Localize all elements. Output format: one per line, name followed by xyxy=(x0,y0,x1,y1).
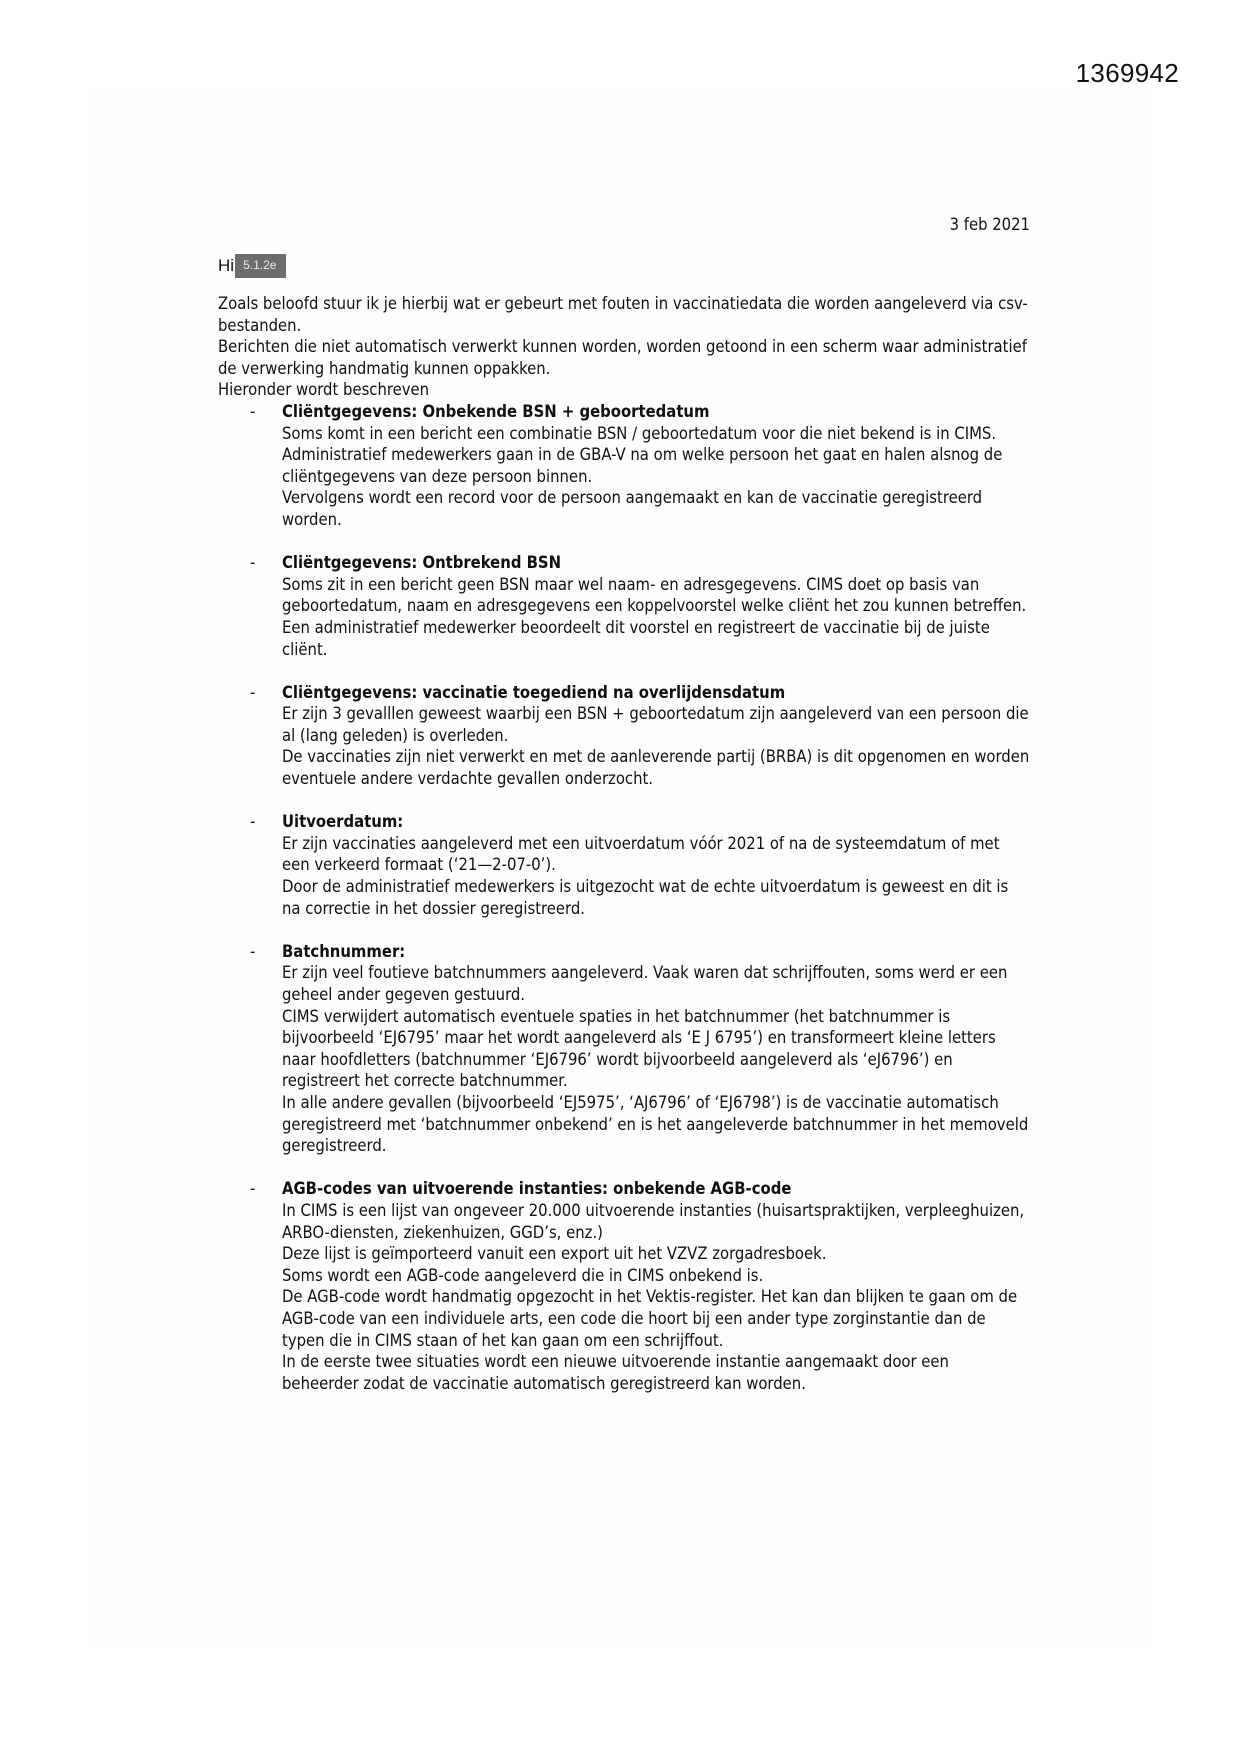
list-item-agb-code xyxy=(218,1178,1030,1394)
dash-bullet-icon: - xyxy=(250,812,256,832)
intro-paragraph: Hieronder wordt beschreven xyxy=(218,380,430,400)
dash-bullet-icon: - xyxy=(250,941,256,961)
intro-paragraph: Zoals beloofd stuur ik je hierbij wat er gebeurt met fouten in vaccinatiedata die worden aangeleverd via csv-bestanden. xyxy=(218,294,1028,335)
item-title: Batchnummer: xyxy=(282,941,406,961)
list-item-unknown-bsn xyxy=(218,401,1030,531)
document-number: 1369942 xyxy=(1075,58,1179,88)
item-text: Er zijn vaccinaties aangeleverd met een uitvoerdatum vóór 2021 of na de systeemdatum of met een verkeerd formaat (‘21—2-07-0’). xyxy=(282,833,1000,875)
intro-paragraph: Berichten die niet automatisch verwerkt kunnen worden, worden getoond in een scherm waar administratief de verwerking handmatig kunnen oppakken. xyxy=(218,337,1027,378)
item-text: Soms komt in een bericht een combinatie BSN / geboortedatum voor die niet bekend is in CIMS. Administratief medewerkers gaan in de GBA-V na om welke persoon het gaat en halen alsnog de cliëntgegevens van deze persoon binnen. xyxy=(282,423,1003,486)
list-item-batch-number xyxy=(218,941,1030,1157)
item-title: Cliëntgegevens: Ontbrekend BSN xyxy=(282,553,562,573)
item-text: In de eerste twee situaties wordt een nieuwe uitvoerende instantie aangemaakt door een beheerder zodat de vaccinatie automatisch geregistreerd kan worden. xyxy=(282,1352,949,1393)
salutation: Hi xyxy=(218,256,235,276)
dash-bullet-icon: - xyxy=(250,1179,256,1199)
item-text: Deze lijst is geïmporteerd vanuit een export uit het VZVZ zorgadresboek. xyxy=(282,1244,827,1264)
error-type-list xyxy=(218,401,1030,1394)
letter-body xyxy=(218,214,1030,1416)
redaction-box: 5.1.2e xyxy=(235,254,286,278)
item-text: Soms zit in een bericht geen BSN maar wel naam- en adresgegevens. CIMS doet op basis van geboortedatum, naam en adresgegevens een koppelvoorstel welke cliënt het zou kunnen betreffen. xyxy=(282,574,1027,616)
letter-date: 3 feb 2021 xyxy=(949,215,1030,234)
item-title: Cliëntgegevens: Onbekende BSN + geboortedatum xyxy=(282,401,710,421)
item-text: Een administratief medewerker beoordeelt dit voorstel en registreert de vaccinatie bij de juiste cliënt. xyxy=(282,617,990,659)
list-item-missing-bsn xyxy=(218,552,1030,660)
item-text: Er zijn 3 gevalllen geweest waarbij een BSN + geboortedatum zijn aangeleverd van een persoon die al (lang geleden) is overleden. xyxy=(282,704,1029,745)
item-text: Vervolgens wordt een record voor de persoon aangemaakt en kan de vaccinatie geregistreerd worden. xyxy=(282,488,983,529)
item-title: Uitvoerdatum: xyxy=(282,812,404,832)
item-title: AGB-codes van uitvoerende instanties: onbekende AGB-code xyxy=(282,1179,792,1199)
intro xyxy=(218,293,1030,401)
item-text: Soms wordt een AGB-code aangeleverd die in CIMS onbekend is. xyxy=(282,1265,764,1285)
list-item-execution-date xyxy=(218,811,1030,919)
item-text: Er zijn veel foutieve batchnummers aangeleverd. Vaak waren dat schrijffouten, soms werd er een geheel ander gegeven gestuurd. xyxy=(282,963,1008,1004)
item-text: Door de administratief medewerkers is uitgezocht wat de echte uitvoerdatum is geweest en dit is na correctie in het dossier geregistreerd. xyxy=(282,877,1009,918)
item-text: In CIMS is een lijst van ongeveer 20.000 uitvoerende instanties (huisartspraktijken, verpleeghuizen, ARBO-diensten, ziekenhuizen, GGD’s, enz.) xyxy=(282,1200,1025,1242)
item-text: De AGB-code wordt handmatig opgezocht in het Vektis-register. Het kan dan blijken te gaan om de AGB-code van een individuele arts, een code die hoort bij een ander type zorginstantie dan de typen die in CIMS staan of het kan gaan om een schrijffout. xyxy=(282,1287,1018,1350)
item-text: CIMS verwijdert automatisch eventuele spaties in het batchnummer (het batchnummer is bijvoorbeeld ‘EJ6795’ maar het wordt aangeleverd als ‘E J 6795’) en transformeert kleine letters naar hoofdletters (batchnummer ‘EJ6796’ wordt bijvoorbeeld aangeleverd als ‘eJ6796’) en registreert het correcte batchnummer. xyxy=(282,1006,996,1091)
list-item-after-death xyxy=(218,682,1030,790)
greeting xyxy=(218,254,1030,278)
item-text: De vaccinaties zijn niet verwerkt en met de aanleverende partij (BRBA) is dit opgenomen en worden eventuele andere verdachte gevallen onderzocht. xyxy=(282,747,1030,789)
dash-bullet-icon: - xyxy=(250,401,256,421)
dash-bullet-icon: - xyxy=(250,682,256,702)
item-text: In alle andere gevallen (bijvoorbeeld ‘EJ5975’, ‘AJ6796’ of ‘EJ6798’) is de vaccinatie automatisch geregistreerd met ‘batchnummer onbekend’ en is het aangeleverde batchnummer in het memoveld geregistreerd. xyxy=(282,1092,1029,1156)
dash-bullet-icon: - xyxy=(250,553,256,573)
item-title: Cliëntgegevens: vaccinatie toegediend na overlijdensdatum xyxy=(282,682,786,702)
